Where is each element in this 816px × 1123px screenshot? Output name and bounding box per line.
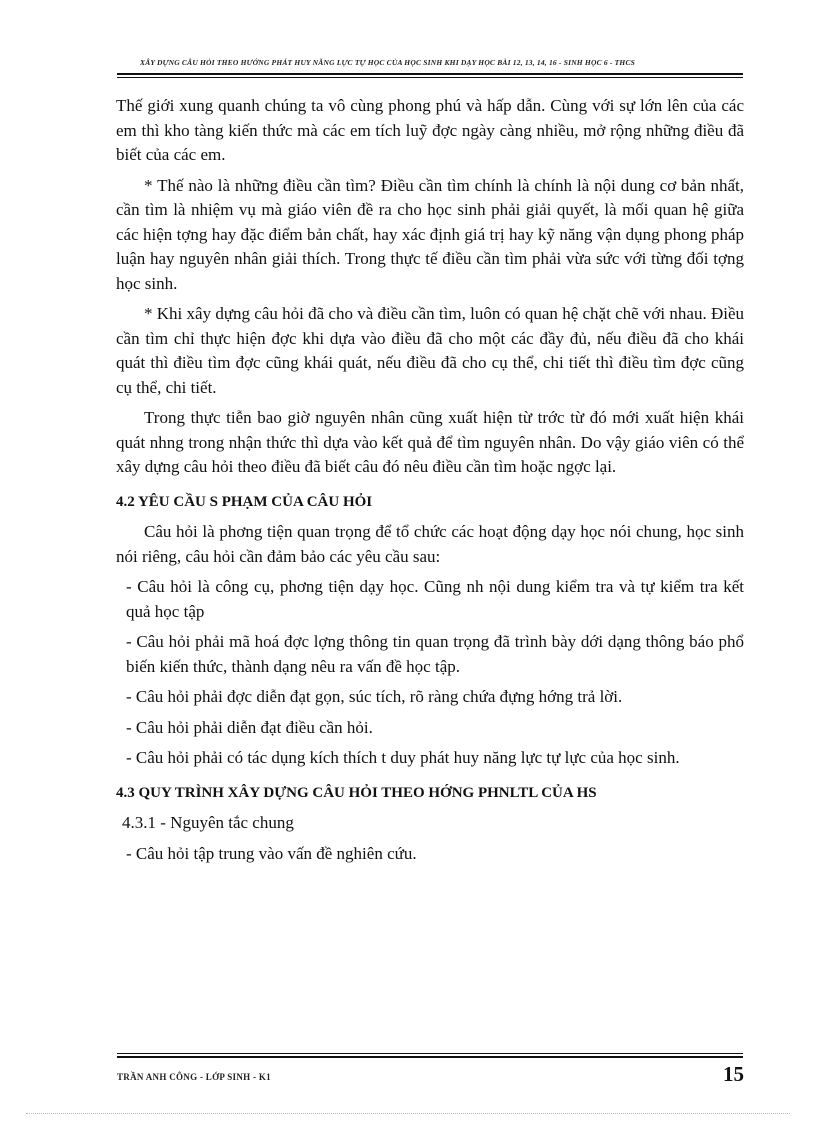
paragraph: Thế giới xung quanh chúng ta vô cùng phong phú và hấp dẫn. Cùng với sự lớn lên của các em thì kho tàng kiến thức mà các em tích luỹ đợc ngày càng nhiều, mở rộng những điều đã biết của các em.	[116, 96, 744, 164]
paragraph: * Thế nào là những điều cần tìm? Điều cần tìm chính là chính là nội dung cơ bản nhất, cần tìm là nhiệm vụ mà giáo viên đề ra cho học sinh phải giải quyết, là mối quan hệ giữa các hiện tợng hay đặc điểm bản chất, hay xác định giá trị hay kỹ năng vận dụng phong pháp luận hay nguyên nhân giải thích. Trong thực tế điều cần tìm phải vừa sức với từng đối tợng học sinh.	[116, 175, 744, 293]
list-item: - Câu hỏi phải diễn đạt điều cần hỏi.	[126, 717, 373, 737]
paragraph: Câu hỏi là phơng tiện quan trọng để tổ chức các hoạt động dạy học nói chung, học sinh nói riêng, câu hỏi cần đảm bảo các yêu cầu sau:	[116, 522, 744, 566]
list-item: - Câu hỏi tập trung vào vấn đề nghiên cứu.	[126, 843, 417, 863]
footer-rule-thin	[117, 1053, 743, 1054]
header-rule-thick	[117, 73, 743, 75]
section-heading-4-2: 4.2 YÊU CẦU S PHẠM CỦA CÂU HỎI	[116, 493, 373, 510]
subsection-heading-4-3-1: 4.3.1 - Nguyên tắc chung	[122, 813, 294, 832]
list-item: - Câu hỏi phải có tác dụng kích thích t duy phát huy năng lực tự lực của học sinh.	[126, 748, 680, 767]
list-item: - Câu hỏi là công cụ, phơng tiện dạy học. Cũng nh nội dung kiểm tra và tự kiểm tra kết quả học tập	[126, 577, 744, 621]
list-item: - Câu hỏi phải mã hoá đợc lợng thông tin quan trọng đã trình bày dới dạng thông báo phổ biến kiến thức, thành dạng nêu ra vấn đề học tập.	[126, 632, 744, 676]
footer-rule-thick	[117, 1056, 743, 1058]
paragraph: * Khi xây dựng câu hỏi đã cho và điều cần tìm, luôn có quan hệ chặt chẽ với nhau. Điều cần tìm chỉ thực hiện đợc khi dựa vào điều đã cho một các đầy đủ, nếu điều đã cho khái quát thì điều tìm đợc cũng khái quát, nếu điều đã cho cụ thể, chi tiết thì điều tìm đợc cũng cụ thể, chi tiết.	[116, 304, 744, 397]
section-heading-4-3: 4.3 QUY TRÌNH XÂY DỰNG CÂU HỎI THEO HỚNG PHNLTL CỦA HS	[116, 784, 597, 801]
list-item: - Câu hỏi phải đợc diễn đạt gọn, súc tích, rõ ràng chứa đựng hớng trả lời.	[126, 687, 623, 706]
header-rule-thin	[117, 77, 743, 78]
page-body	[116, 94, 744, 872]
paragraph: Trong thực tiễn bao giờ nguyên nhân cũng xuất hiện từ trớc từ đó mới xuất hiện khái quát nhng trong nhận thức thì dựa vào kết quả để tìm nguyên nhân. Do vậy giáo viên có thể xây dựng câu hỏi theo điều đã biết câu đó nêu điều cần tìm hoặc ngợc lại.	[116, 408, 744, 476]
running-header: XÂY DỰNG CÂU HỎI THEO HƯỚNG PHÁT HUY NĂNG LỰC TỰ HỌC CỦA HỌC SINH KHI DẠY HỌC BÀI 12, 13, 14, 16 - SINH HỌC 6 - THCS	[140, 58, 636, 67]
page-number: 15	[723, 1062, 744, 1086]
footer-author: TRẦN ANH CÔNG - LỚP SINH - K1	[117, 1072, 271, 1082]
page-edge-divider	[26, 1113, 790, 1114]
